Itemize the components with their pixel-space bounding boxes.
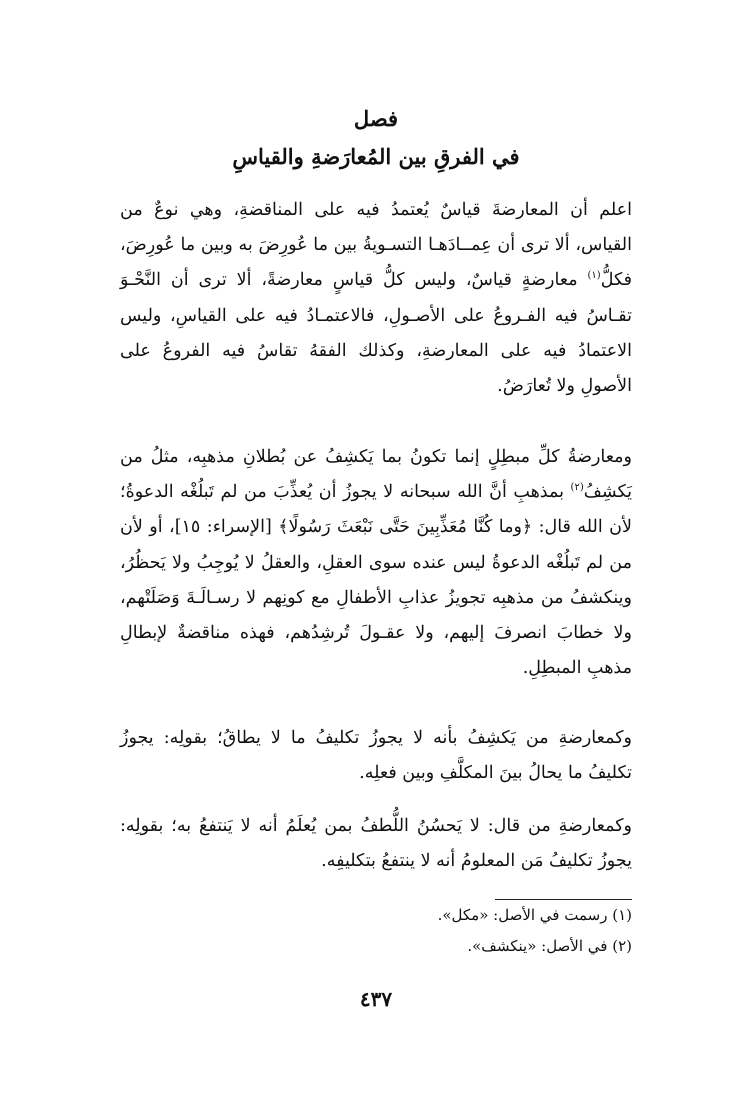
section-label: فصل — [353, 106, 399, 131]
paragraph-3: وكمعارضةِ من يَكشِفُ بأنه لا يجوزُ تكليفُ ما لا يطاقُ؛ بقولِه: يجوزُ تكليفُ ما يحالُ بينَ المكلَّفِ وبين فعلِه. — [120, 728, 632, 784]
footnote-ref-2[interactable]: (٢) — [570, 482, 584, 494]
footnote-ref-1[interactable]: (١) — [587, 270, 601, 282]
paragraph-2-text-after: بمذهبِ أنَّ الله سبحانه لا يجوزُ أن يُعذِّبَ من لم تَبلُغْه الدعوةُ؛ لأن الله قال: ﴿وما كُنَّا مُعَذِّبِينَ حَتَّى نَبْعَثَ رَسُولًا﴾ [الإسراء: ١٥]، أو لأن من لم تَبلُغْه الدعوةُ ليس عنده سوى العقلِ، والعقلُ لا يُوجِبُ ولا يَحظُرُ، وينكشفُ من مذهبِه تجويزُ عذابِ الأطفالِ مع كونِهم لا رسـالَـةَ وَصَلَتْهم، ولا خطابَ انصرفَ إليهم، ولا عقـولَ تُرشِدُهم، فهذه مناقضةٌ لإبطالِ مذهبِ المبطِلِ. — [120, 482, 633, 679]
footnote-divider — [495, 899, 632, 900]
page-number: ٤٣٧ — [359, 987, 393, 1011]
section-title: في الفرقِ بين المُعارَضةِ والقياسِ — [232, 144, 520, 169]
paragraph-4: وكمعارضةِ من قال: لا يَحسُنُ اللُّطفُ بمن يُعلَمُ أنه لا يَنتفعُ به؛ بقولِه: يجوزُ تكليفُ مَن المعلومُ أنه لا ينتفعُ بتكليفِه. — [120, 816, 632, 872]
paragraph-1-text-after: معارضةٍ قياسٌ، وليس كلُّ قياسٍ معارضةً، ألا ترى أن النَّحْـوَ تقـاسُ فيه الفـروعُ على الأصـولِ، فالاعتمـادُ فيه على القياسِ، وليس الاعتمادُ فيه على المعارضةِ، وكذلك الفقهُ تقاسُ فيه الفروعُ على الأصولِ ولا تُعارَضُ. — [120, 270, 632, 397]
footnote-2: (٢) في الأصل: «ينكشف». — [467, 937, 632, 955]
paragraph-1-text-before: اعلم أن المعارضةَ قياسٌ يُعتمدُ فيه على المناقضةِ، وهي نوعٌ من القياس، ألا ترى أن عِمــادَهـا التسـويةُ بين ما عُورِضَ به وبين ما عُورِضَ، فكلُّ — [120, 200, 632, 291]
paragraph-2-text-before: ومعارضةُ كلِّ مبطِلٍ إنما تكونُ بما يَكشِفُ عن بُطلانِ مذهبِه، مثلُ من يَكشِفُ — [120, 447, 632, 503]
footnote-1: (١) رسمت في الأصل: «مكل». — [437, 906, 632, 924]
paragraph-1 — [120, 193, 632, 404]
book-page — [120, 0, 632, 1097]
paragraph-2 — [120, 440, 632, 686]
